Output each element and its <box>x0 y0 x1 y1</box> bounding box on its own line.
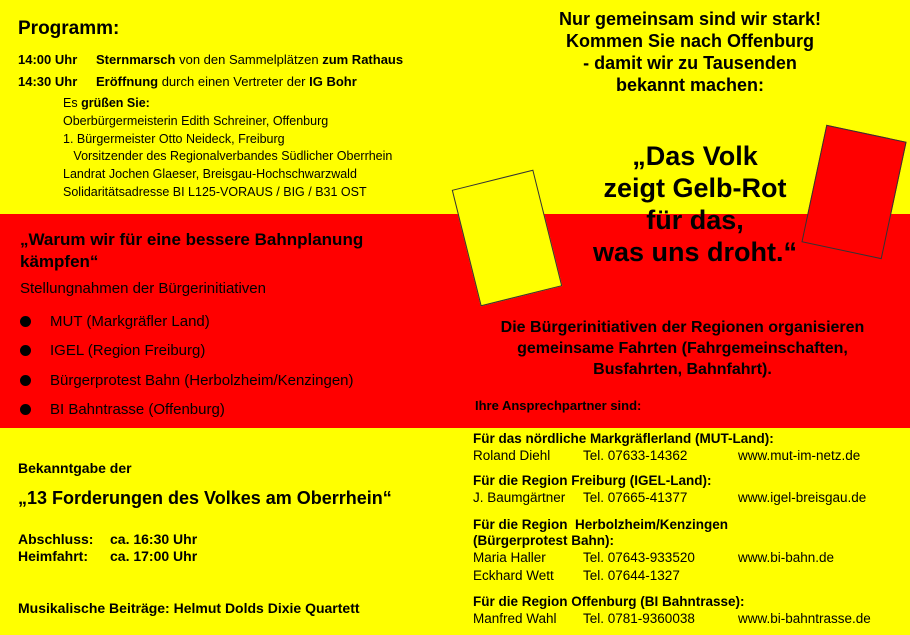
initiative-label: IGEL (Region Freiburg) <box>50 342 206 359</box>
program-event: Sternmarsch <box>96 52 176 67</box>
why-subtitle: Stellungnahmen der Bürgerinitiativen <box>20 280 266 297</box>
contact-phone: Tel. 07633-14362 <box>583 448 688 463</box>
time-value: ca. 17:00 Uhr <box>110 548 198 564</box>
region-title: Für das nördliche Markgräflerland (MUT-Land): <box>473 431 774 446</box>
region-title: Für die Region Herbolzheim/Kenzingen <box>473 517 729 532</box>
slogan <box>470 8 910 96</box>
slogan-line: - damit wir zu Tausenden <box>583 53 797 73</box>
initiative-label: Bürgerprotest Bahn (Herbolzheim/Kenzingen) <box>50 372 354 389</box>
slogan-line: bekannt machen: <box>615 75 765 95</box>
initiative-label: BI Bahntrasse (Offenburg) <box>50 401 225 418</box>
region-block <box>473 517 834 585</box>
time-row <box>18 531 197 547</box>
greet-bold: grüßen Sie: <box>81 96 150 110</box>
region-block <box>473 594 871 628</box>
why-title <box>20 229 363 273</box>
contact-name: Maria Haller <box>473 550 546 565</box>
initiatives-line: Die Bürgerinitiativen der Regionen organisieren <box>500 319 865 336</box>
program-line <box>18 52 403 67</box>
greeting-item: Vorsitzender des Regionalverbandes Südlicher Oberrhein <box>63 149 393 163</box>
contact-website: www.bi-bahntrasse.de <box>738 611 871 626</box>
contact-name: Manfred Wahl <box>473 611 557 626</box>
contact-phone: Tel. 07643-933520 <box>583 550 695 565</box>
region-block <box>473 473 866 507</box>
bullet-icon <box>20 375 31 386</box>
region-title: Für die Region Freiburg (IGEL-Land): <box>473 473 712 488</box>
bullet-icon <box>20 316 31 327</box>
program-text: von den Sammelplätzen <box>175 52 323 67</box>
greeting-item: Solidaritätsadresse BI L125-VORAUS / BIG / B31 OST <box>63 185 367 199</box>
initiative-label: MUT (Markgräfler Land) <box>50 313 210 330</box>
why-title-line: kämpfen“ <box>20 252 99 271</box>
contact-phone: Tel. 07665-41377 <box>583 490 688 505</box>
contact-row <box>473 489 866 507</box>
contact-name: Roland Diehl <box>473 448 551 463</box>
quote-line: zeigt Gelb-Rot <box>603 173 787 203</box>
contacts-label: Ihre Ansprechpartner sind: <box>475 398 642 413</box>
greet-heading <box>63 96 150 110</box>
quote-line: was uns droht.“ <box>592 237 798 267</box>
contact-row <box>473 549 834 567</box>
program-event: Eröffnung <box>96 74 159 89</box>
contact-row <box>473 610 871 628</box>
greeting-item: 1. Bürgermeister Otto Neideck, Freiburg <box>63 132 285 146</box>
greeting-item: Landrat Jochen Glaeser, Breisgau-Hochschwarzwald <box>63 167 357 181</box>
slogan-line: Kommen Sie nach Offenburg <box>565 31 815 51</box>
bullet-icon <box>20 404 31 415</box>
contact-website: www.bi-bahn.de <box>738 550 835 565</box>
contact-website: www.igel-breisgau.de <box>738 490 867 505</box>
contact-phone: Tel. 0781-9360038 <box>583 611 695 626</box>
region-block <box>473 431 860 465</box>
bullet-icon <box>20 345 31 356</box>
time-label: Abschluss: <box>18 531 94 547</box>
contact-name: J. Baumgärtner <box>473 490 566 505</box>
region-title: Für die Region Offenburg (BI Bahntrasse): <box>473 594 745 609</box>
program-time: 14:30 Uhr <box>18 74 78 89</box>
initiatives-line: gemeinsame Fahrten (Fahrgemeinschaften, <box>517 340 848 357</box>
region-title: (Bürgerprotest Bahn): <box>473 533 614 548</box>
main-quote <box>545 140 845 268</box>
demands-title: „13 Forderungen des Volkes am Oberrhein“ <box>18 488 392 508</box>
contact-row <box>473 567 834 585</box>
initiative-item <box>20 342 205 359</box>
time-row <box>18 548 197 564</box>
initiative-item <box>20 372 354 389</box>
contact-phone: Tel. 07644-1327 <box>583 568 680 583</box>
contact-website: www.mut-im-netz.de <box>738 448 861 463</box>
program-place: IG Bohr <box>309 74 357 89</box>
quote-line: für das, <box>646 205 744 235</box>
program-place: zum Rathaus <box>322 52 404 67</box>
program-line <box>18 74 357 89</box>
initiative-item <box>20 401 225 418</box>
music-note: Musikalische Beiträge: Helmut Dolds Dixie Quartett <box>18 600 360 616</box>
greet-prefix: Es <box>63 96 82 110</box>
greeting-item: Oberbürgermeisterin Edith Schreiner, Offenburg <box>63 114 329 128</box>
slogan-line: Nur gemeinsam sind wir stark! <box>558 9 822 29</box>
program-text: durch einen Vertreter der <box>158 74 310 89</box>
quote-line: „Das Volk <box>632 141 758 171</box>
time-value: ca. 16:30 Uhr <box>110 531 198 547</box>
why-title-line: „Warum wir für eine bessere Bahnplanung <box>20 230 364 249</box>
contact-row <box>473 447 860 465</box>
program-title: Programm: <box>18 18 120 39</box>
initiatives-line: Busfahrten, Bahnfahrt). <box>593 361 772 378</box>
announcement-label: Bekanntgabe der <box>18 460 132 476</box>
program-time: 14:00 Uhr <box>18 52 78 67</box>
initiative-item <box>20 313 210 330</box>
initiatives-note <box>455 317 910 380</box>
contact-name: Eckhard Wett <box>473 568 554 583</box>
time-label: Heimfahrt: <box>18 548 89 564</box>
